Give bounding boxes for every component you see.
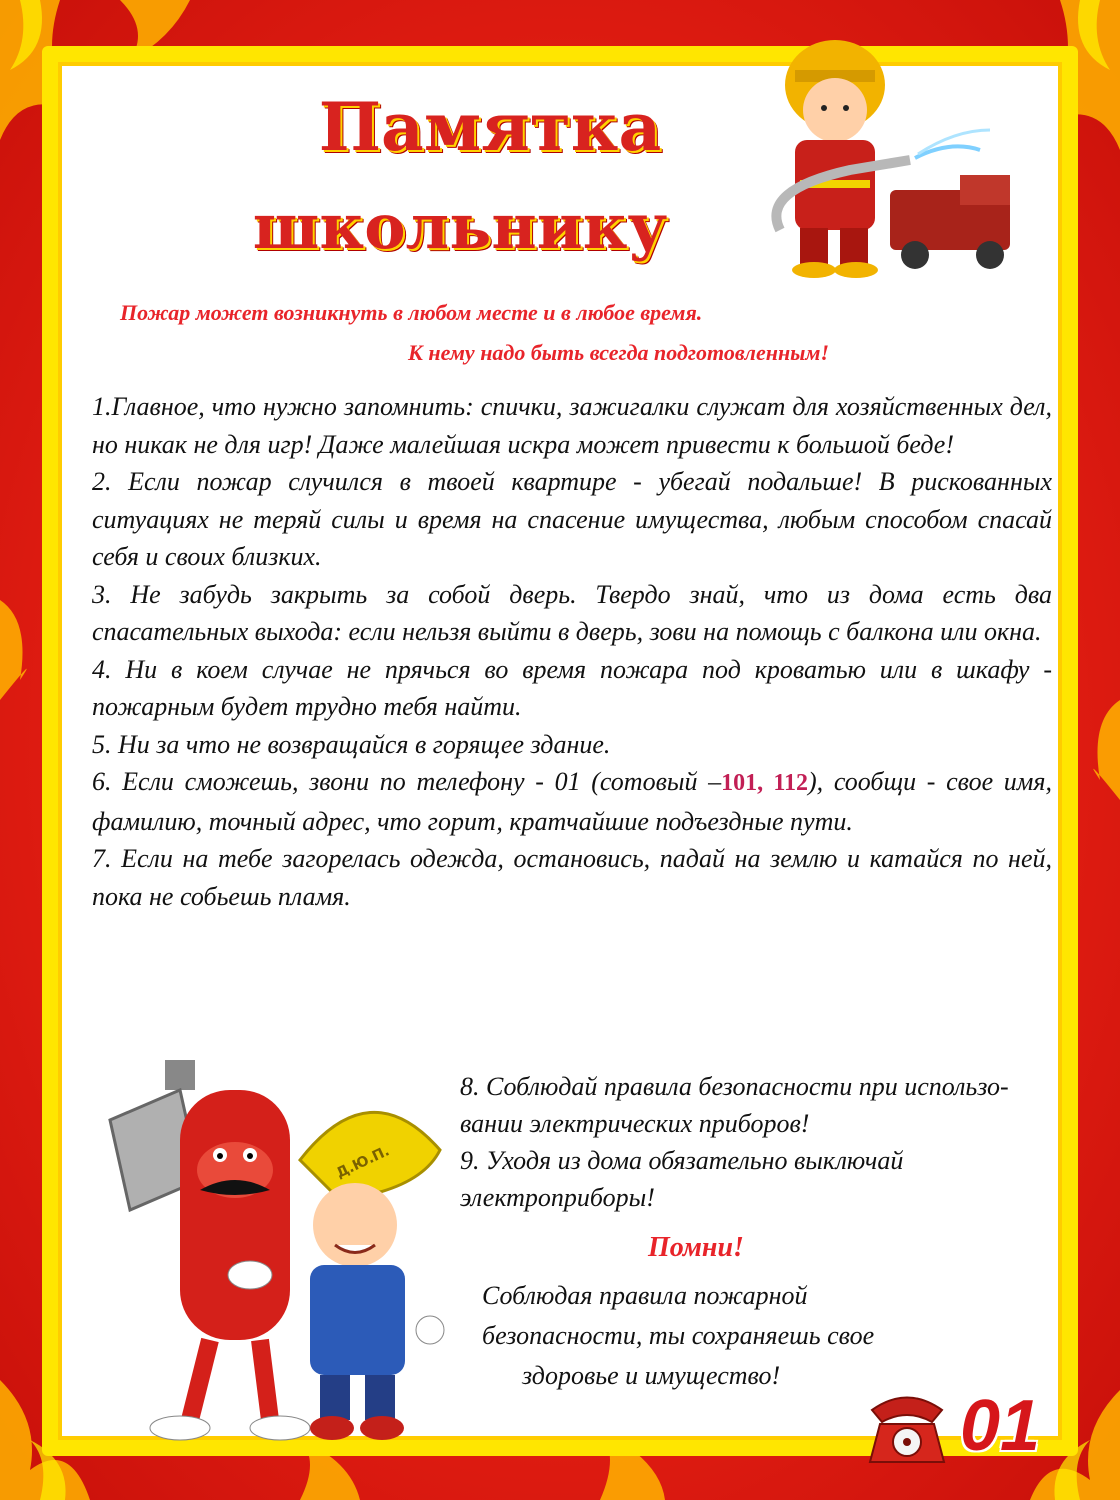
rules-list-lower [460,1068,1050,1216]
rule-7: 7. Если на тебе загорелась одежда, остановись, падай на землю и катайся по ней, пока не собьешь пламя. [92,844,1052,911]
remember-line2: безопасности, ты сохраняешь свое [482,1321,875,1350]
rules-list [92,388,1052,915]
remember-line1: Соблюдая правила пожарной [482,1281,808,1310]
page-title-line1: Памятка [318,88,662,166]
rule-3: 3. Не забудь закрыть за собой дверь. Твердо знай, что из дома есть два спасательных выхода: если нельзя выйти в дверь, зови на помощь с балкона или окна. [92,579,1052,646]
rule-9: 9. Уходя из дома обязательно выключай электроприборы! [460,1146,904,1212]
extinguisher-and-boy-illustration [70,1060,470,1460]
page-title-line2: школьнику [252,190,668,263]
firefighter-with-hose-illustration [740,30,1030,280]
subtitle-line1: Пожар может возникнуть в любом месте и в любое время. [120,300,703,325]
emergency-number: 01 [960,1386,1041,1466]
remember-heading: Помни! [648,1232,744,1263]
rule-5: 5. Ни за что не возвращайся в горящее здание. [92,729,611,759]
rule-4: 4. Ни в коем случае не прячься во время пожара под кроватью или в шкафу - пожарным будет трудно тебя найти. [92,654,1052,721]
rule-6 [92,763,1052,840]
telephone-icon [862,1380,952,1470]
mobile-emergency-numbers: 101, 112 [721,770,808,796]
helmet-badge-text: Д.Ю.П. [333,1143,392,1182]
rule-6-start: 6. Если сможешь, звони по телефону - 01 (сотовый – [92,767,722,796]
rule-8: 8. Соблюдай правила безопасности при использо-вании электрических приборов! [460,1072,1009,1138]
rule-2: 2. Если пожар случился в твоей квартире - убегай подальше! В рискованных ситуациях не теряй силы и время на спасение имущества, любым способом спасай себя и своих близких. [92,467,1052,571]
subtitle-line2: К нему надо быть всегда подготовленным! [408,340,830,365]
remember-line3: здоровье и имущество! [522,1361,781,1390]
remember-text [482,1276,982,1396]
rule-6-end: ), сообщи - свое имя, фамилию, точный адрес, что горит, кратчайшие подъездные пути. [92,767,1052,836]
rule-1: 1.Главное, что нужно запомнить: спички, зажигалки служат для хозяйственных дел, но никак не для игр! Даже малейшая искра может привести к большой беде! [92,392,1052,459]
